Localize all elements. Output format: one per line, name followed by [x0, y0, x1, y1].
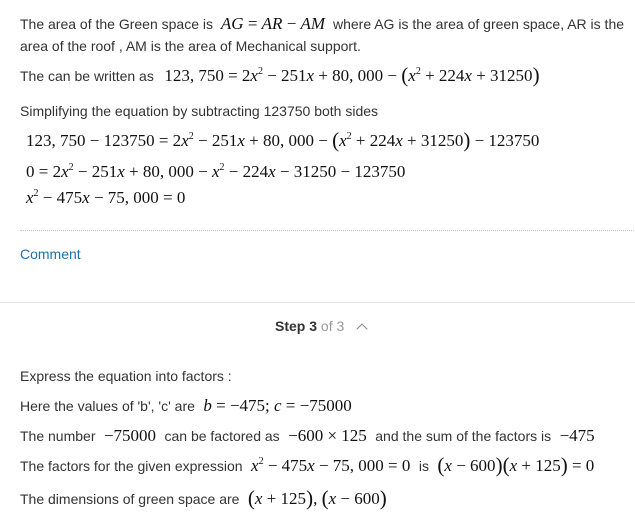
dimensions-value: (x + 125), (x − 600) — [247, 486, 387, 510]
dotted-divider — [20, 230, 634, 231]
step-label: Step 3 — [275, 318, 318, 334]
values-equation: b = −475; c = −75000 — [203, 396, 352, 415]
factors-expression: $x^2 - 475x - 75$, 000 = 0 — [251, 456, 411, 475]
comment-link[interactable]: Comment — [20, 246, 81, 262]
step-of-label: of 3 — [320, 318, 345, 334]
factors-result: (x − 600)(x + 125) = 0 — [437, 453, 595, 477]
number-text-b: can be factored as — [164, 428, 280, 444]
values-line — [20, 396, 356, 416]
intro-line-1 — [20, 14, 624, 34]
factors-line — [20, 453, 598, 477]
step-divider — [0, 302, 635, 303]
intro-text-a: The area of the Green space is — [20, 16, 213, 32]
values-label: Here the values of 'b', 'c' are — [20, 398, 195, 414]
factors-text: The factors for the given expression — [20, 458, 243, 474]
equation-line-1: 123, $750 - 123750 = 2x^2 - 251x + 80$, $000 - (x^2 + 224x + 31250) - 123750$ — [26, 128, 540, 152]
number-line — [20, 426, 599, 446]
equation-line-2: $0 = 2x^2 - 251x + 80$, $000 - x^2 - 224x - 31250 - 123750$ — [26, 162, 406, 181]
number-text-c: and the sum of the factors is — [375, 428, 552, 444]
factors-is: is — [418, 458, 429, 474]
factored-value: −600 × 125 — [288, 426, 367, 445]
intro-line-2: area of the roof , AM is the area of Mechanical support. — [20, 38, 361, 54]
equation-line-3: $x^2 - 475x - 75$, 000 = 0 — [26, 188, 186, 207]
number-text-a: The number — [20, 428, 96, 444]
written-equation: 123, $750 = 2x^2 - 251x + 80$, $000 - (x^2 + 224x + 31250)$ — [164, 63, 540, 87]
dimensions-line — [20, 486, 391, 510]
dimensions-label: The dimensions of green space are — [20, 491, 240, 507]
area-formula: AG = AR − AM — [220, 14, 326, 33]
written-label: The can be written as — [20, 68, 154, 84]
sum-value: −475 — [559, 426, 595, 445]
step-header[interactable] — [275, 318, 366, 334]
express-text: Express the equation into factors : — [20, 368, 232, 384]
written-line — [20, 63, 540, 87]
intro-text-b: where AG is the area of green space, AR is the — [332, 16, 625, 32]
chevron-up-icon[interactable] — [356, 323, 367, 334]
simplify-text: Simplifying the equation by subtracting 123750 both sides — [20, 103, 379, 119]
number-value: −75000 — [103, 426, 157, 445]
